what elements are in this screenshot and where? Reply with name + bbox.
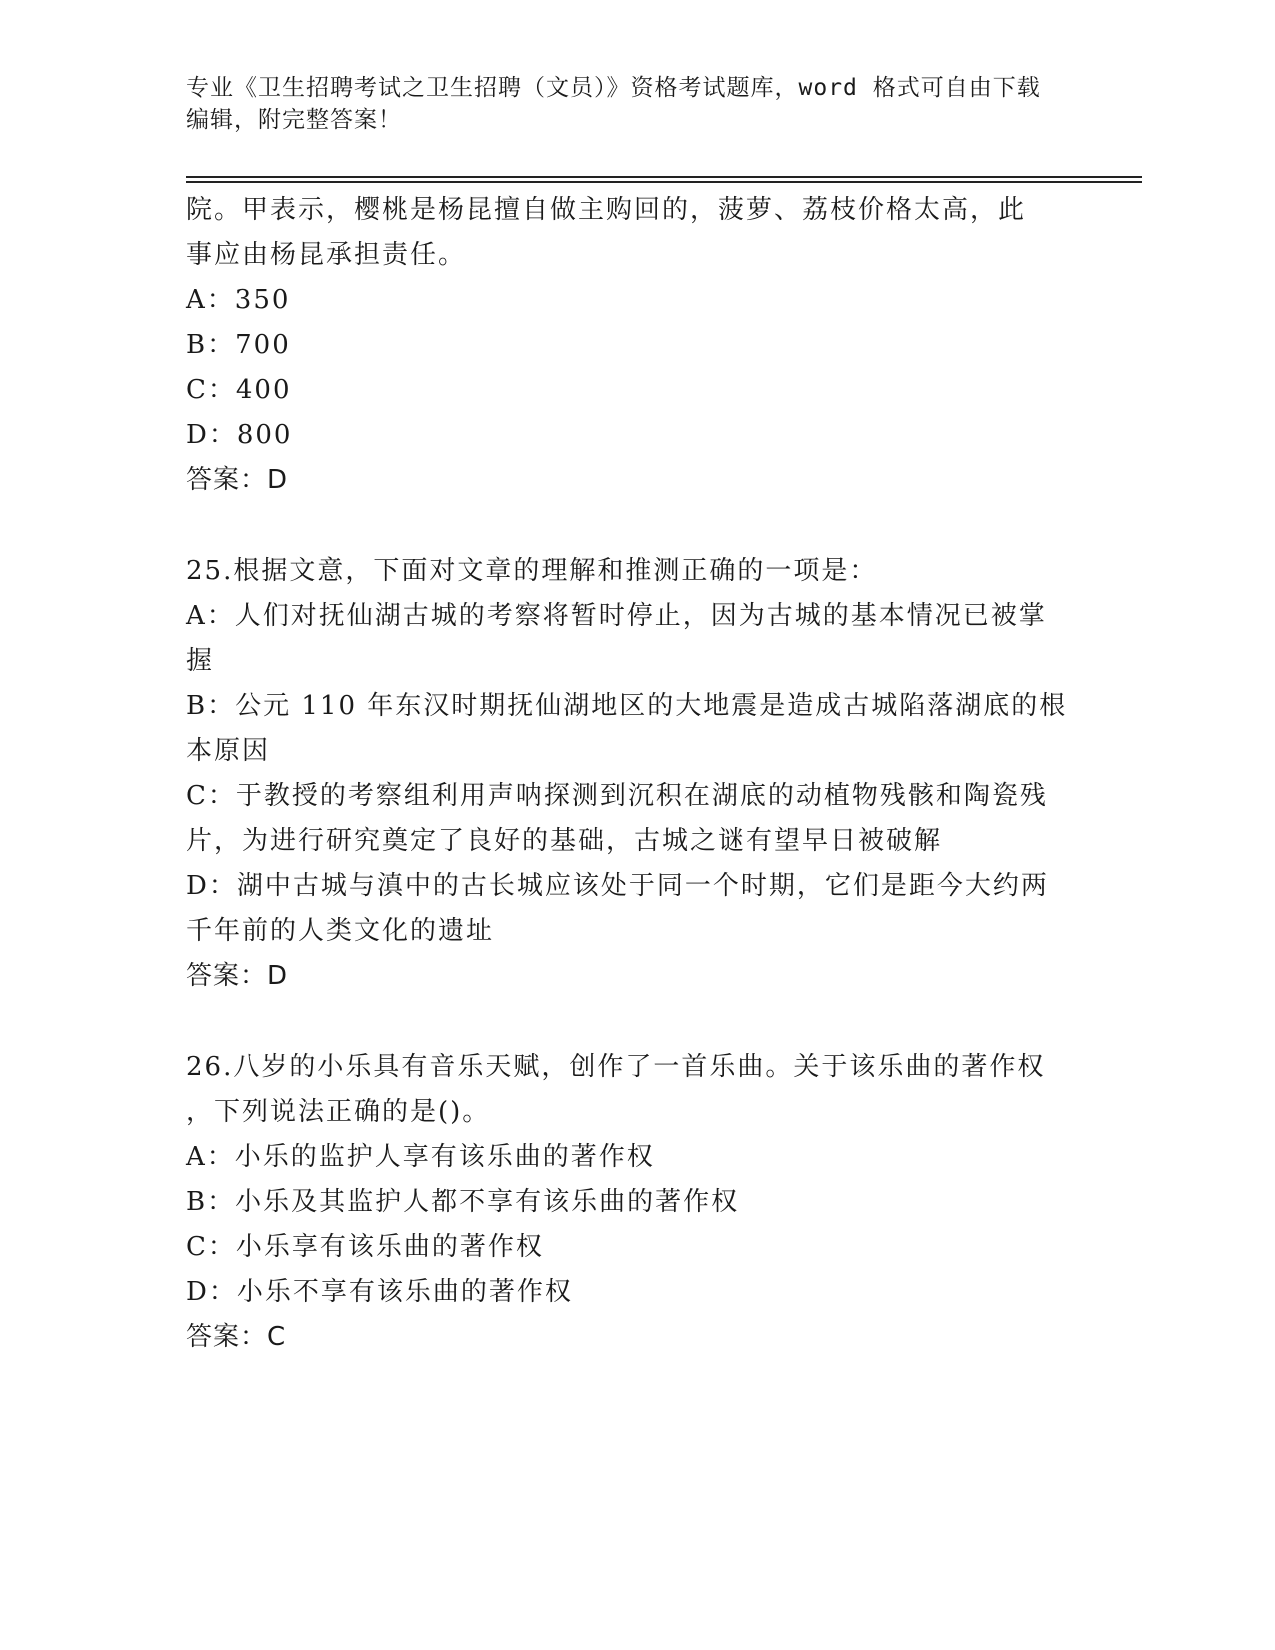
answer-line: 答案：D [186, 465, 289, 495]
document-body [186, 188, 1066, 1360]
option-b: B：700 [186, 330, 291, 360]
question-text-line: 事应由杨昆承担责任。 [186, 240, 467, 270]
option-d: D：小乐不享有该乐曲的著作权 [186, 1277, 573, 1307]
option-d-cont: 千年前的人类文化的遗址 [186, 916, 495, 946]
option-c: C：小乐享有该乐曲的著作权 [186, 1232, 544, 1262]
option-c-cont: 片，为进行研究奠定了良好的基础，古城之谜有望早日被破解 [186, 826, 943, 856]
answer-line: 答案：C [186, 1322, 287, 1352]
answer-line: 答案：D [186, 961, 289, 991]
question-25 [186, 549, 1066, 999]
question-26 [186, 1045, 1066, 1360]
question-stem-cont: ，下列说法正确的是()。 [186, 1097, 491, 1127]
option-a: A：小乐的监护人享有该乐曲的著作权 [186, 1142, 655, 1172]
option-b: B：公元 110 年东汉时期抚仙湖地区的大地震是造成古城陷落湖底的根 [186, 691, 1068, 721]
header-rule-bottom [186, 181, 1142, 183]
option-c: C：400 [186, 375, 292, 405]
option-b: B：小乐及其监护人都不享有该乐曲的著作权 [186, 1187, 740, 1217]
option-a: A：350 [186, 285, 291, 315]
option-a: A：人们对抚仙湖古城的考察将暂时停止，因为古城的基本情况已被掌 [186, 601, 1047, 631]
question-text-line: 院。甲表示，樱桃是杨昆擅自做主购回的，菠萝、荔枝价格太高，此 [186, 195, 1027, 225]
continued-question [186, 188, 1066, 503]
option-c: C：于教授的考察组利用声呐探测到沉积在湖底的动植物残骸和陶瓷残 [186, 781, 1048, 811]
header-rule-top [186, 176, 1142, 178]
option-b-cont: 本原因 [186, 736, 271, 766]
option-d: D：800 [186, 420, 293, 450]
option-d: D：湖中古城与滇中的古长城应该处于同一个时期，它们是距今大约两 [186, 871, 1049, 901]
document-header [186, 72, 1066, 136]
option-a-cont: 握 [186, 646, 215, 676]
question-stem: 26.八岁的小乐具有音乐天赋，创作了一首乐曲。关于该乐曲的著作权 [186, 1052, 1046, 1082]
question-stem: 25.根据文意，下面对文章的理解和推测正确的一项是： [186, 556, 878, 586]
header-line-2: 编辑，附完整答案！ [186, 107, 402, 133]
header-line-1: 专业《卫生招聘考试之卫生招聘（文员）》资格考试题库，word 格式可自由下载 [186, 75, 1041, 101]
